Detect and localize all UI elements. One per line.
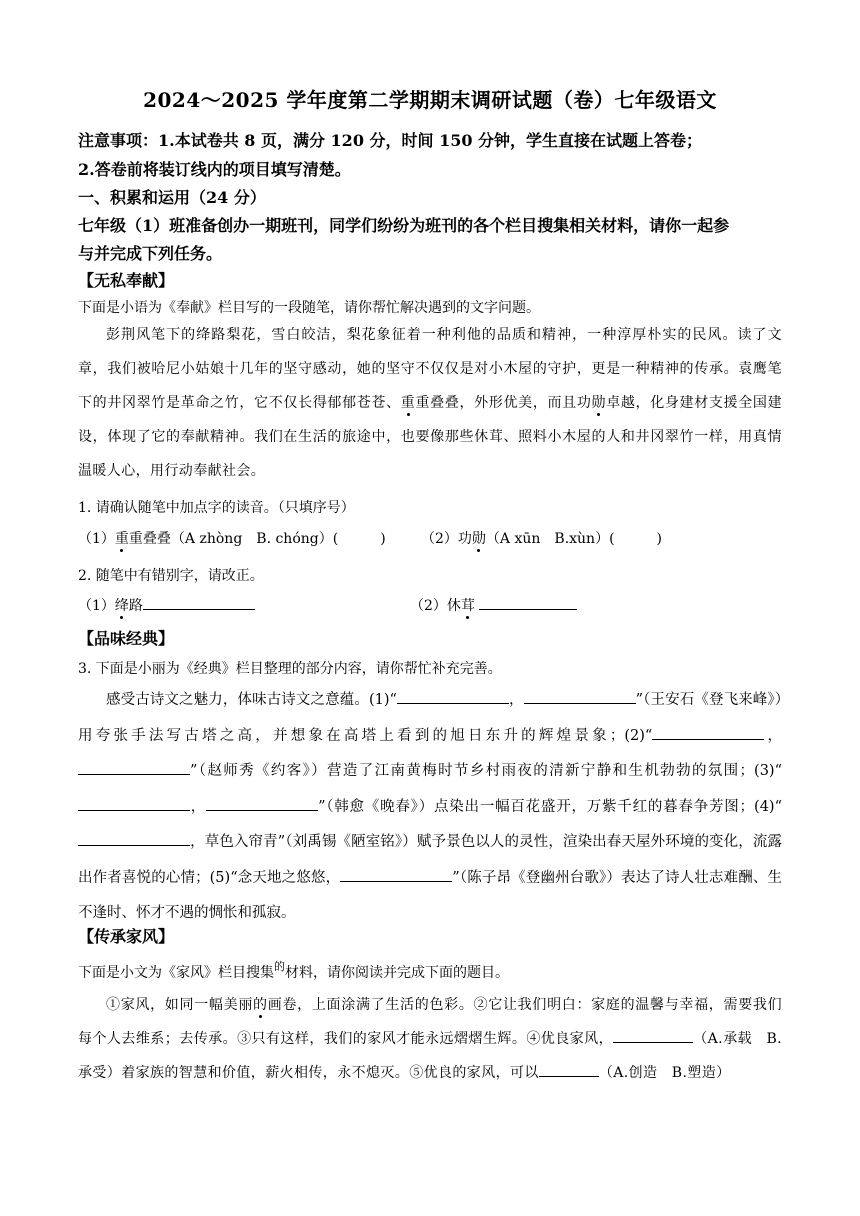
- dotted-char: 重: [400, 395, 416, 411]
- answer-blank[interactable]: [524, 689, 636, 704]
- answer-blank[interactable]: [143, 595, 255, 610]
- part1-heading: 【无私奉献】: [78, 271, 175, 290]
- part1-passage: 彭荆风笔下的绛路梨花，雪白皎洁，梨花象征着一种利他的品质和精神，一种淳厚朴实的民风。读了文章，我们被哈尼小姑娘十几年的坚守感动，她的坚守不仅仅是对小木屋的守护，更是一种精神的传承。袁鹰笔下的井冈翠竹是革命之竹，它不仅长得郁郁苍苍、重重叠叠，外形优美，而且功勋卓越，化身建材支援全国建设，体现了它的奉献精神。我们在生活的旅途中，也要像那些休茸、照料小木屋的人和井冈翠竹一样，用真情温暖人心，用行动奉献社会。: [78, 327, 782, 479]
- q3-stem: 3. 下面是小丽为《经典》栏目整理的部分内容，请你帮忙补充完善。: [78, 661, 502, 677]
- exam-title: 2024～2025 学年度第二学期期末调研试题（卷）七年级语文: [143, 88, 717, 112]
- q2-item-1: （1）绛路: [78, 595, 255, 615]
- dotted-phrase: 美丽的画卷: [223, 997, 298, 1013]
- answer-blank[interactable]: [78, 760, 190, 775]
- part3-passage: ①家风，如同一幅美丽的画卷，上面涂满了生活的色彩。②它让我们明白：家庭的温馨与幸福，需要我们每个人去维系；去传承。③只有这样，我们的家风才能永远熠熠生辉。④优良家风， （A.承载 B.承受）着家族的智慧和价值，薪火相传，永不熄灭。⑤优良的家风，可以 （A.创造 B.塑造）: [78, 997, 783, 1081]
- answer-blank[interactable]: [479, 595, 577, 610]
- section1-intro-2: 与并完成下列任务。: [78, 244, 223, 263]
- q2-item-2: （2）休茸: [410, 595, 577, 615]
- part2-passage: 感受古诗文之魅力，体味古诗文之意蕴。(1)“ ， ”（王安石《登飞来峰》）用夸张手法写古塔之高，并想象在高塔上看到的旭日东升的辉煌景象；(2)“ ，”（赵师秀《约客》）营造了江南黄梅时节乡村雨夜的清新宁静和生机勃勃的氛围；(3)“， ”（韩愈《晚春》）点染出一幅百花盛开，万紫千红的暮春争芳图；(4)“，草色入帘青”（刘禹锡《陋室铭》）赋予景色以人的灵性，渲染出春天屋外环境的变化，流露出作者喜悦的心情；(5)“念天地之悠悠， ”（陈子昂《登幽州台歌》）表达了诗人壮志难酬、生不逢时、怀才不遇的惆怅和孤寂。: [78, 683, 782, 932]
- answer-blank[interactable]: [397, 689, 509, 704]
- notes-line-1: 注意事项：1.本试卷共 8 页，满分 120 分，时间 150 分钟，学生直接在试题上答卷；: [78, 131, 703, 150]
- section1-intro-1: 七年级（1）班准备创办一期班刊，同学们纷纷为班刊的各个栏目搜集相关材料，请你一起参: [78, 216, 730, 235]
- answer-blank[interactable]: [78, 796, 190, 811]
- q1-stem: 1. 请确认随笔中加点字的读音。（只填序号）: [78, 500, 355, 516]
- part3-lead: 下面是小文为《家风》栏目搜集$^的$材料，请你阅读并完成下面的题目。: [78, 960, 509, 981]
- dotted-char: 勋: [591, 395, 607, 411]
- q2-stem: 2. 随笔中有错别字，请改正。: [78, 568, 264, 584]
- answer-blank[interactable]: [340, 867, 452, 882]
- q1-item-2: （2）功勋（A xūn B.xùn）( ): [421, 531, 663, 547]
- answer-blank[interactable]: [613, 1028, 693, 1043]
- q1-item-1: （1）重重叠叠（A zhòng B. chóng）( ): [78, 531, 386, 547]
- part1-lead: 下面是小语为《奉献》栏目写的一段随笔，请你帮忙解决遇到的文字问题。: [78, 300, 540, 316]
- answer-blank[interactable]: [539, 1062, 599, 1077]
- section1-heading: 一、积累和运用（24 分）: [78, 188, 266, 207]
- part3-heading: 【传承家风】: [78, 927, 175, 946]
- answer-blank[interactable]: [206, 796, 318, 811]
- notes-line-2: 2.答卷前将装订线内的项目填写清楚。: [78, 160, 351, 179]
- answer-blank[interactable]: [652, 725, 764, 740]
- answer-blank[interactable]: [78, 831, 190, 846]
- part2-heading: 【品味经典】: [78, 629, 175, 648]
